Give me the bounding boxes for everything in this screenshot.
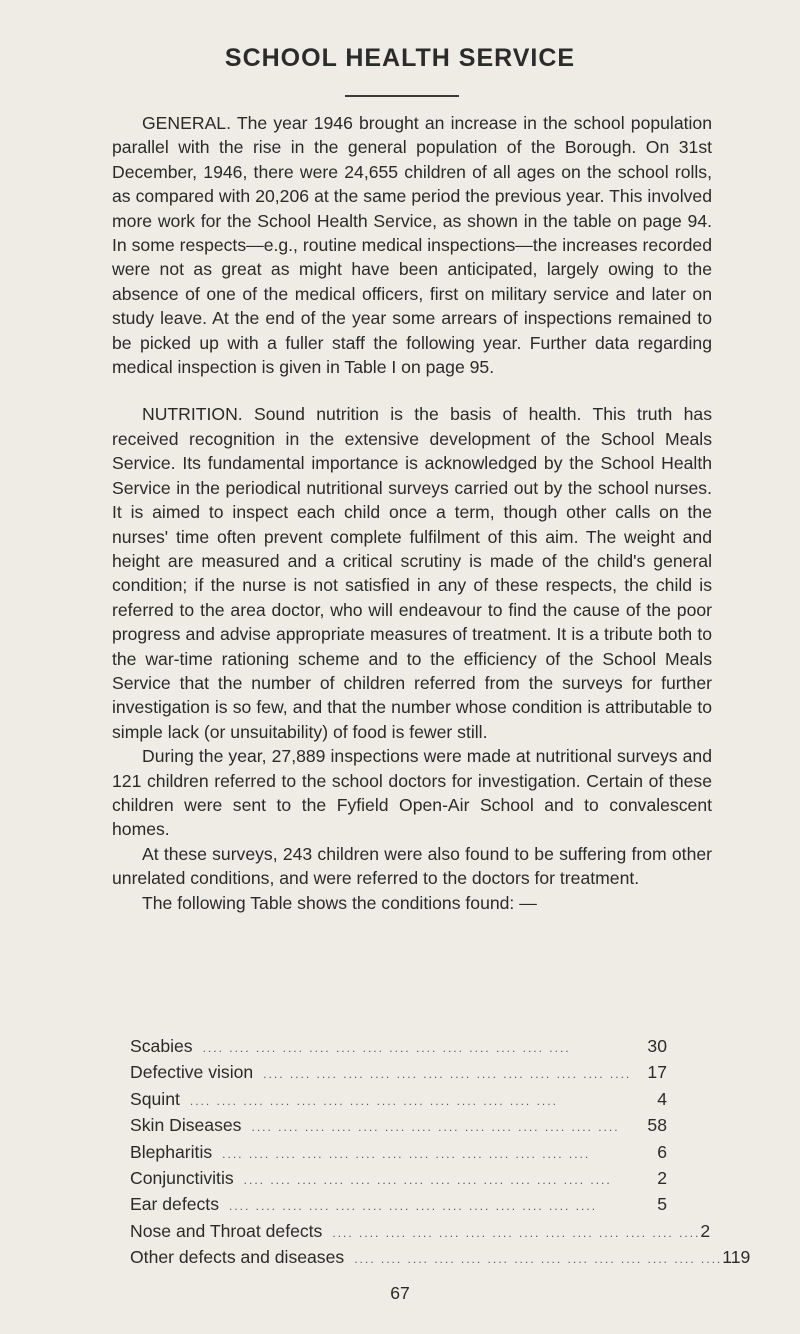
- page-title: SCHOOL HEALTH SERVICE: [224, 44, 576, 72]
- table-row: [130, 1166, 667, 1192]
- table-row: [130, 1245, 751, 1271]
- leader-dots: .... .... .... .... .... .... .... .... .... .... .... .... .... ....: [263, 1067, 632, 1082]
- title-divider: [345, 95, 459, 97]
- document-body: [112, 111, 712, 915]
- condition-name: Ear defects: [130, 1194, 219, 1215]
- condition-name: Skin Diseases: [130, 1115, 242, 1136]
- paragraph-surveys: At these surveys, 243 children were also found to be suffering from other unrelated conditions, and were referred to the doctors for treatment.: [112, 843, 712, 889]
- condition-name: Blepharitis: [130, 1141, 213, 1162]
- table-row: [130, 1087, 667, 1113]
- page-number: 67: [390, 1283, 410, 1303]
- condition-name: Other defects and diseases: [130, 1247, 345, 1268]
- condition-name: Nose and Throat defects: [130, 1220, 323, 1241]
- condition-count: 2: [700, 1220, 711, 1241]
- condition-count: 119: [722, 1247, 751, 1268]
- condition-name: Scabies: [130, 1036, 193, 1056]
- condition-name: Squint: [130, 1088, 180, 1109]
- table-row: [130, 1113, 667, 1139]
- leader-dots: .... .... .... .... .... .... .... .... .... .... .... .... .... ....: [202, 1041, 571, 1055]
- condition-count: 58: [647, 1115, 667, 1136]
- leader-dots: .... .... .... .... .... .... .... .... .... .... .... .... .... ....: [354, 1252, 723, 1267]
- leader-dots: .... .... .... .... .... .... .... .... .... .... .... .... .... ....: [332, 1225, 701, 1240]
- condition-name: Conjunctivitis: [130, 1168, 234, 1189]
- leader-dots: .... .... .... .... .... .... .... .... .... .... .... .... .... ....: [189, 1093, 558, 1108]
- condition-count: 6: [657, 1141, 667, 1162]
- condition-count: 17: [647, 1062, 667, 1083]
- paragraph-general: GENERAL. The year 1946 brought an increase in the school population parallel with the rise in the general population of the Borough. On 31st December, 1946, there were 24,655 children of all ages on the school rolls, as compared with 20,206 at the same period the previous year. This involved more work for the School Health Service, as shown in the table on page 94. In some respects—e.g., routine medical inspections—the increases recorded were not as great as might have been anticipated, largely owing to the absence of one of the medical officers, first on military service and later on study leave. At the end of the year some arrears of inspections remained to be picked up with a fuller staff the following year. Further data regarding medical inspection is given in Table I on page 95.: [112, 113, 712, 378]
- table-row: [130, 1140, 667, 1166]
- condition-count: 4: [657, 1088, 667, 1109]
- leader-dots: .... .... .... .... .... .... .... .... .... .... .... .... .... ....: [251, 1120, 620, 1135]
- condition-count: 2: [657, 1168, 667, 1189]
- leader-dots: .... .... .... .... .... .... .... .... .... .... .... .... .... ....: [222, 1146, 591, 1161]
- table-row: [130, 1192, 667, 1218]
- table-row: [130, 1034, 667, 1060]
- paragraph-nutrition: NUTRITION. Sound nutrition is the basis of health. This truth has received recognition in the extensive development of the School Meals Service. Its fundamental importance is acknowledged by the School Health Service in the periodical nutritional surveys carried out by the school nurses. It is aimed to inspect each child once a term, though other calls on the nurses' time often prevent complete fulfilment of this aim. The weight and height are measured and a critical scrutiny is made of the child's general condition; if the nurse is not satisfied in any of these respects, the child is referred to the area doctor, who will endeavour to find the cause of the poor progress and advise appropriate measures of treatment. It is a tribute both to the war-time rationing scheme and to the efficiency of the School Meals Service that the number of children referred from the surveys for further investigation is so few, and that the number whose condition is attributable to simple lack (or unsuitability) of food is fewer still.: [112, 404, 712, 742]
- conditions-table: [130, 1034, 751, 1272]
- leader-dots: .... .... .... .... .... .... .... .... .... .... .... .... .... ....: [229, 1199, 598, 1214]
- condition-count: 30: [647, 1036, 667, 1056]
- table-row: [130, 1060, 667, 1086]
- condition-name: Defective vision: [130, 1062, 254, 1083]
- paragraph-inspections: During the year, 27,889 inspections were made at nutritional surveys and 121 children referred to the school doctors for investigation. Certain of these children were sent to the Fyfield Open-Air School and to convalescent homes.: [112, 746, 712, 840]
- condition-count: 5: [657, 1194, 667, 1215]
- table-row: [130, 1219, 711, 1245]
- paragraph-table-intro: The following Table shows the conditions found: —: [142, 892, 537, 913]
- leader-dots: .... .... .... .... .... .... .... .... .... .... .... .... .... ....: [243, 1173, 612, 1188]
